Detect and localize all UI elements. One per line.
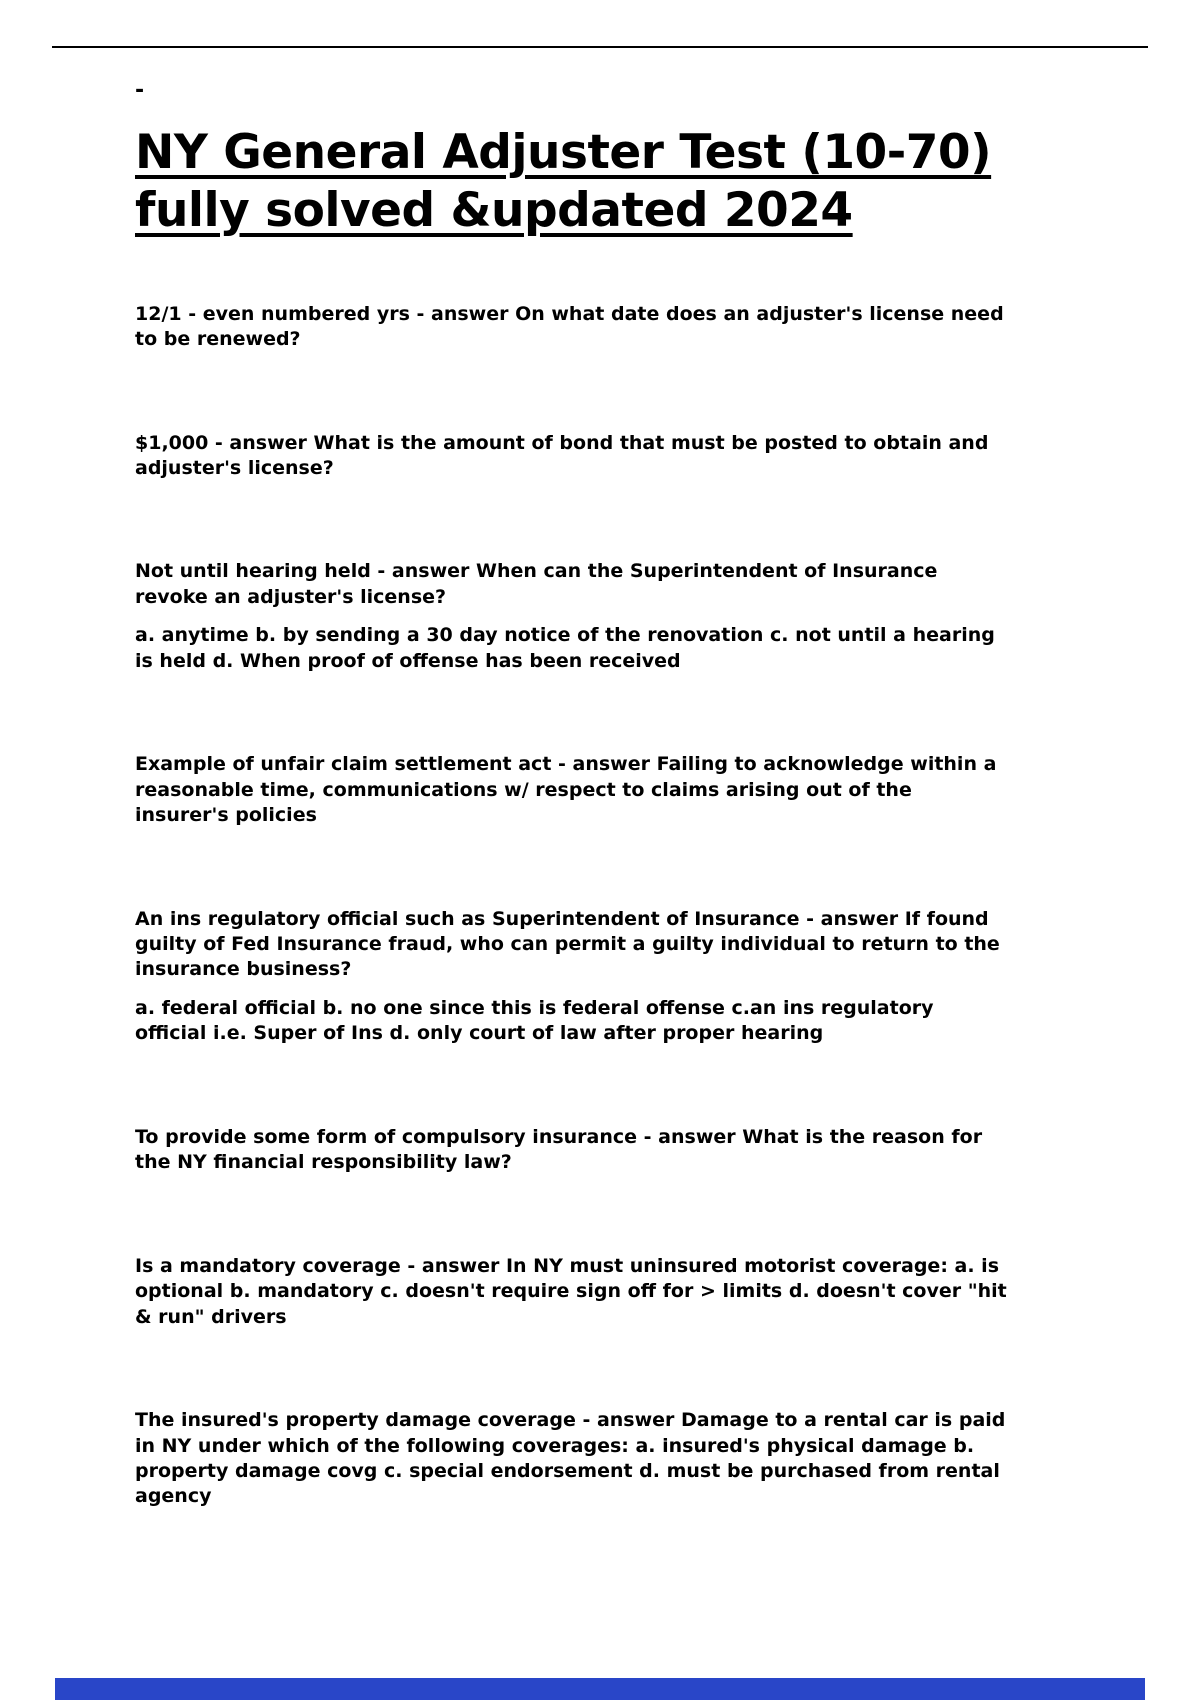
qa-item [135,559,1007,674]
top-dash-mark: - [135,78,145,103]
qa-text: The insured's property damage coverage - answer Damage to a rental car is paid in NY under which of the following coverages: a. insured's physical damage b. property damage covg c. special endorsement d. must be purchased from rental agency [135,1409,1006,1508]
qa-item [135,431,1007,482]
qa-text: 12/1 - even numbered yrs - answer On what date does an adjuster's license need to be renewed? [135,302,1004,351]
qa-item [135,302,1007,353]
top-horizontal-rule [52,46,1148,48]
footer-blue-bar [55,1678,1145,1700]
qa-text: To provide some form of compulsory insurance - answer What is the reason for the NY financial responsibility law? [135,1125,983,1174]
qa-item [135,752,1007,828]
page-title: NY General Adjuster Test (10-70) fully solved &updated 2024 [135,125,992,238]
document-content [135,80,1007,1588]
qa-options-text: a. federal official b. no one since this is federal offense c.an ins regulatory official i.e. Super of Ins d. only court of law after proper hearing [135,996,934,1045]
qa-options-text: a. anytime b. by sending a 30 day notice of the renovation c. not until a hearing is held d. When proof of offense has been received [135,624,995,672]
qa-item [135,1254,1007,1330]
qa-item [135,1125,1007,1176]
qa-text: $1,000 - answer What is the amount of bond that must be posted to obtain and adjuster's license? [135,431,989,479]
qa-text: An ins regulatory official such as Superintendent of Insurance - answer If found guilty of Fed Insurance fraud, who can permit a guilty individual to return to the insurance business? [135,907,1000,981]
qa-text: Not until hearing held - answer When can the Superintendent of Insurance revoke an adjuster's license? [135,560,938,608]
qa-text: Example of unfair claim settlement act - answer Failing to acknowledge within a reasonable time, communications w/ respect to claims arising out of the insurer's policies [135,753,997,827]
qa-item [135,1408,1007,1510]
qa-item [135,907,1007,1047]
qa-text: Is a mandatory coverage - answer In NY must uninsured motorist coverage: a. is optional b. mandatory c. doesn't require sign off for > limits d. doesn't cover "hit & run" drivers [135,1254,1007,1328]
